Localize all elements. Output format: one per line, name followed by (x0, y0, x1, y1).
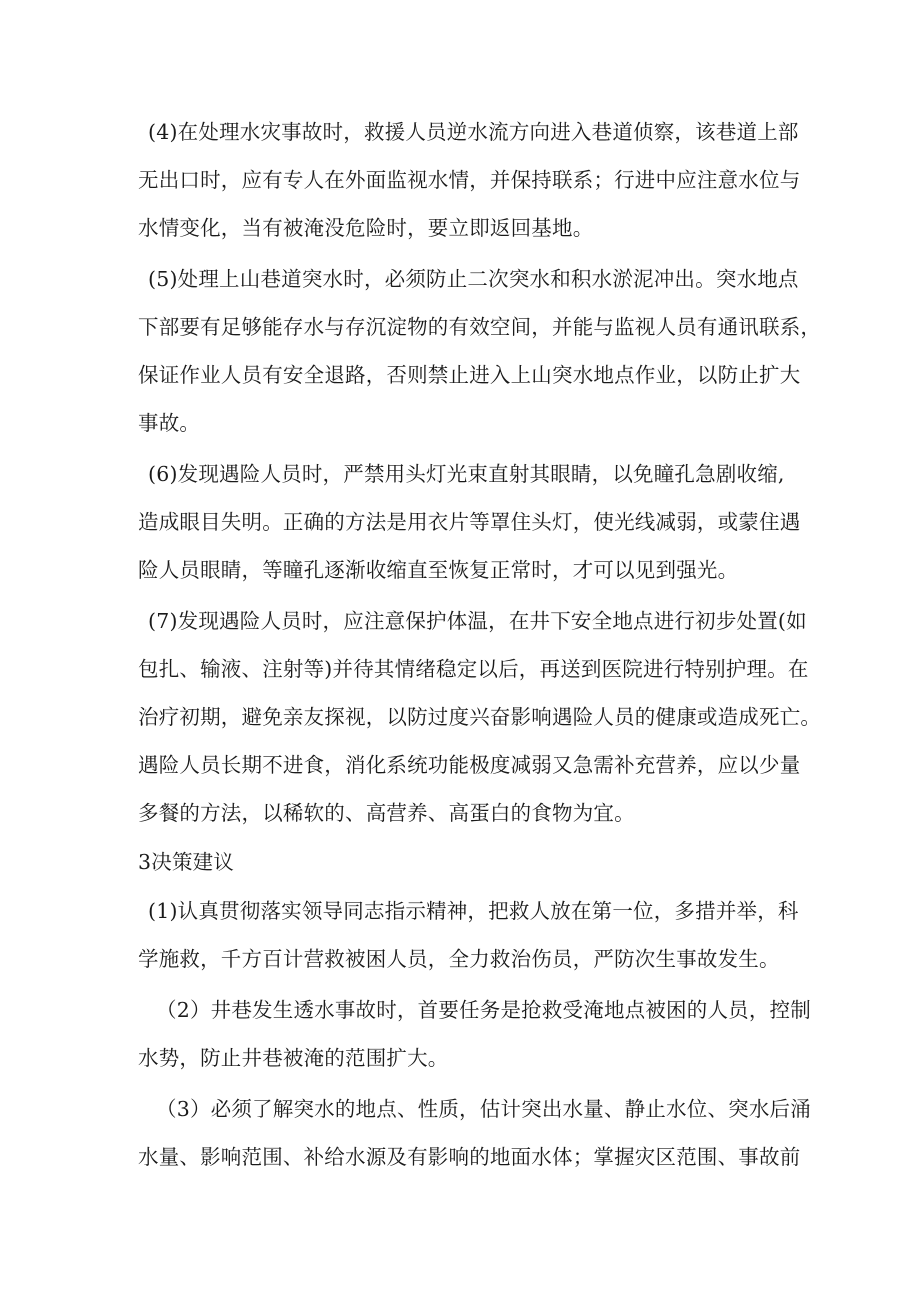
paragraph-7-line-3: 治疗初期，避免亲友探视，以防过度兴奋影响遇险人员的健康或造成死亡。 (138, 705, 822, 729)
recommendation-2-line-2: 水势，防止井巷被淹的范围扩大。 (138, 1046, 449, 1070)
paragraph-4-line-1: (4)在处理水灾事故时，救援人员逆水流方向进入巷道侦察，该巷道上部 (148, 120, 799, 144)
paragraph-5-line-3: 保证作业人员有安全退路，否则禁止进入上山突水地点作业，以防止扩大 (138, 363, 801, 387)
section-heading: 3决策建议 (138, 850, 235, 874)
paragraph-6-line-1: (6)发现遇险人员时，严禁用头灯光束直射其眼睛，以免瞳孔急剧收缩, (148, 462, 785, 486)
paragraph-5-line-4: 事故。 (138, 411, 201, 435)
paragraph-4-line-3: 水情变化，当有被淹没危险时，要立即返回基地。 (138, 216, 594, 240)
recommendation-1-line-1: (1)认真贯彻落实领导同志指示精神，把救人放在第一位，多措并举，科 (148, 899, 799, 923)
recommendation-1-line-2: 学施救，千方百计营救被困人员，全力救治伤员，严防次生事故发生。 (138, 947, 780, 971)
recommendation-2-line-1: （2）井巷发生透水事故时，首要任务是抢救受淹地点被困的人员，控制 (156, 998, 811, 1022)
paragraph-7-line-5: 多餐的方法，以稀软的、高营养、高蛋白的食物为宜。 (138, 801, 635, 825)
paragraph-7-line-2: 包扎、输液、注射等)并待其情绪稳定以后，再送到医院进行特别护理。在 (138, 657, 809, 681)
paragraph-5-line-1: (5)处理上山巷道突水时，必须防止二次突水和积水淤泥冲出。突水地点 (148, 267, 799, 291)
recommendation-3-line-2: 水量、影响范围、补给水源及有影响的地面水体；掌握灾区范围、事故前 (138, 1145, 801, 1169)
paragraph-4-line-2: 无出口时，应有专人在外面监视水情，并保持联系；行进中应注意水位与 (138, 168, 801, 192)
paragraph-7-line-1: (7)发现遇险人员时，应注意保护体温，在井下安全地点进行初步处置(如 (148, 609, 807, 633)
recommendation-3-line-1: （3）必须了解突水的地点、性质，估计突出水量、静止水位、突水后涌 (156, 1097, 811, 1121)
paragraph-6-line-3: 险人员眼睛，等瞳孔逐渐收缩直至恢复正常时，才可以见到强光。 (138, 558, 739, 582)
paragraph-6-line-2: 造成眼目失明。正确的方法是用衣片等罩住头灯，使光线减弱，或蒙住遇 (138, 510, 801, 534)
paragraph-7-line-4: 遇险人员长期不进食，消化系统功能极度减弱又急需补充营养，应以少量 (138, 753, 801, 777)
paragraph-5-line-2: 下部要有足够能存水与存沉淀物的有效空间，并能与监视人员有通讯联系， (138, 315, 822, 339)
